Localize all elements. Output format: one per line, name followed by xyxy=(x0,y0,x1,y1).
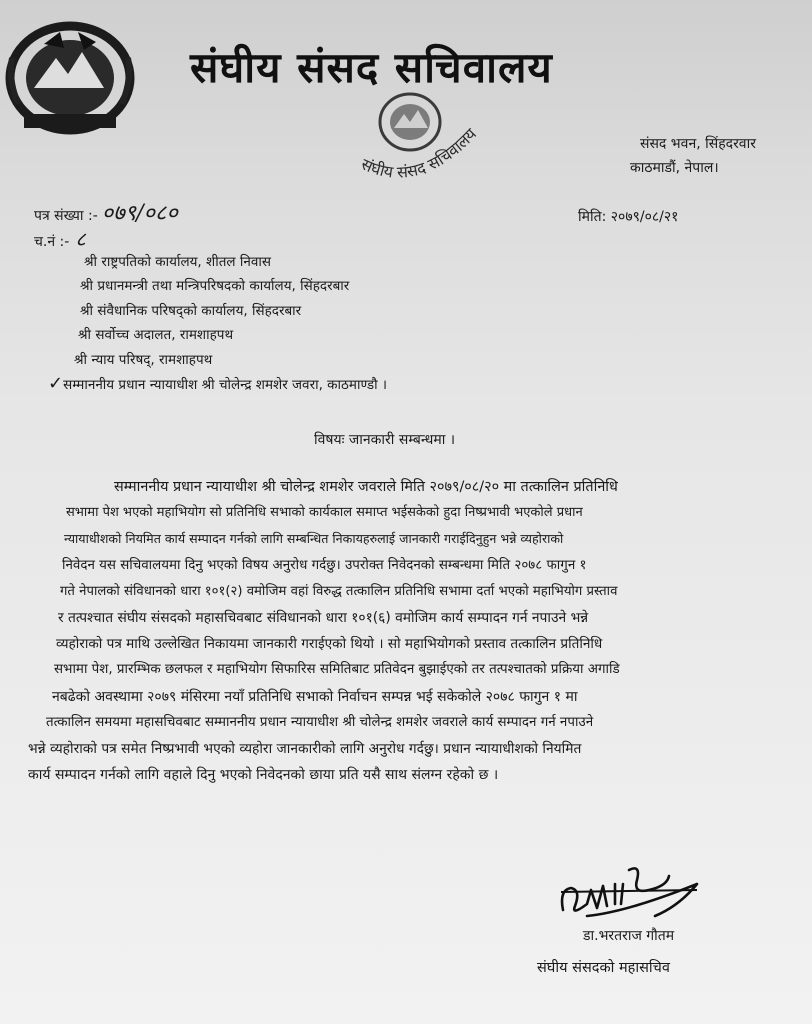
recipient-list xyxy=(48,250,387,397)
reference-label: पत्र संख्या :- xyxy=(34,208,98,224)
reference-value: ०७९/०८० xyxy=(101,201,178,226)
recipient-item: श्री राष्ट्रपतिको कार्यालय, शीतल निवास xyxy=(84,254,271,270)
seal-text: संघीय संसद सचिवालय xyxy=(358,124,481,182)
body-line: सम्माननीय प्रधान न्यायाधीश श्री चोलेन्द्र शमशेर जवराले मिति २०७९/०८/२० मा तत्कालिन प्रतिनिधि xyxy=(114,479,618,495)
body-line: भन्ने व्यहोराको पत्र समेत निष्प्रभावी भएको व्यहोरा जानकारीको लागि अनुरोध गर्दछु। प्रधान न्यायाधीशको नियमित xyxy=(28,741,582,758)
body-line: सभामा पेश भएको महाभियोग सो प्रतिनिधि सभाको कार्यकाल समाप्त भईसकेको हुदा निष्प्रभावी भएकोले प्रधान xyxy=(66,505,583,521)
letter-date: मिति: २०७९/०८/२१ xyxy=(578,209,679,225)
address-line-1: संसद भवन, सिंहदरवार xyxy=(640,136,756,152)
recipient-item: श्री न्याय परिषद्, रामशाहपथ xyxy=(74,351,213,368)
reference-number xyxy=(34,197,178,227)
nepal-coat-of-arms-icon xyxy=(4,18,136,138)
recipient-item: श्री सर्वोच्च अदालत, रामशाहपथ xyxy=(78,327,234,344)
dispatch-label: च.नं :- xyxy=(34,234,70,250)
office-round-seal-icon xyxy=(350,82,490,192)
signatory-title: संघीय संसदको महासचिव xyxy=(537,960,670,976)
recipient-item: श्री संवैधानिक परिषद्को कार्यालय, सिंहदरबार xyxy=(80,302,302,319)
body-line: सभामा पेश, प्रारम्भिक छलफल र महाभियोग सिफारिस समितिबाट प्रतिवेदन बुझाईएको तर तत्पश्चातको प्रक्रिया अगाडि xyxy=(54,662,620,678)
recipient-item-text: सम्माननीय प्रधान न्यायाधीश श्री चोलेन्द्र शमशेर जवरा, काठमाण्डौ । xyxy=(63,377,387,394)
body-line: र तत्पश्चात संघीय संसदको महासचिवबाट संविधानको धारा १०१(६) वमोजिम कार्य सम्पादन गर्न नपाउने भन्ने xyxy=(58,610,589,627)
body-line: कार्य सम्पादन गर्नको लागि वहाले दिनु भएको निवेदनको छाया प्रति यसै साथ संलग्न रहेको छ । xyxy=(28,767,499,784)
office-title: संघीय संसद सचिवालय xyxy=(190,43,553,92)
body-line: न्यायाधीशको नियमित कार्य सम्पादन गर्नको लागि सम्बन्धित निकायहरुलाई जानकारी गराईदिनुहुन भन्ने व्यहोराको xyxy=(64,531,564,547)
handwritten-signature-icon xyxy=(557,860,707,924)
dispatch-number xyxy=(34,225,86,252)
body-line: नबढेको अवस्थामा २०७९ मंसिरमा नयाँ प्रतिनिधि सभाको निर्वाचन सम्पन्न भई सकेकोले २०७८ फागुन १ मा xyxy=(52,688,578,705)
signatory-name: डा.भरतराज गौतम xyxy=(583,928,675,944)
address-line-2: काठमाडौं, नेपाल। xyxy=(630,160,719,176)
letter-body xyxy=(28,474,796,788)
body-line: व्यहोराको पत्र माथि उल्लेखित निकायमा जानकारी गराईएको थियो । सो महाभियोगको प्रस्ताव तत्कालिन प्रतिनिधि xyxy=(56,636,603,653)
body-line: गते नेपालको संविधानको धारा १०१(२) वमोजिम वहां विरुद्ध तत्कालिन प्रतिनिधि सभामा दर्ता भएको महाभियोग प्रस्ताव xyxy=(60,583,618,599)
recipient-item xyxy=(48,372,387,397)
letter-subject: विषयः जानकारी सम्बन्धमा । xyxy=(314,432,456,448)
check-mark-icon: ✓ xyxy=(48,373,64,395)
body-line: निवेदन यस सचिवालयमा दिनु भएको विषय अनुरोध गर्दछु। उपरोक्त निवेदनको सम्बन्धमा मिति २०७८ फागुन १ xyxy=(62,557,587,573)
body-line: तत्कालिन समयमा महासचिवबाट सम्माननीय प्रधान न्यायाधीश श्री चोलेन्द्र शमशेर जवराले कार्य सम्पादन गर्न नपाउने xyxy=(46,714,594,730)
recipient-item: श्री प्रधानमन्त्री तथा मन्त्रिपरिषदको कार्यालय, सिंहदरबार xyxy=(80,278,350,295)
dispatch-value: ८ xyxy=(75,227,86,251)
